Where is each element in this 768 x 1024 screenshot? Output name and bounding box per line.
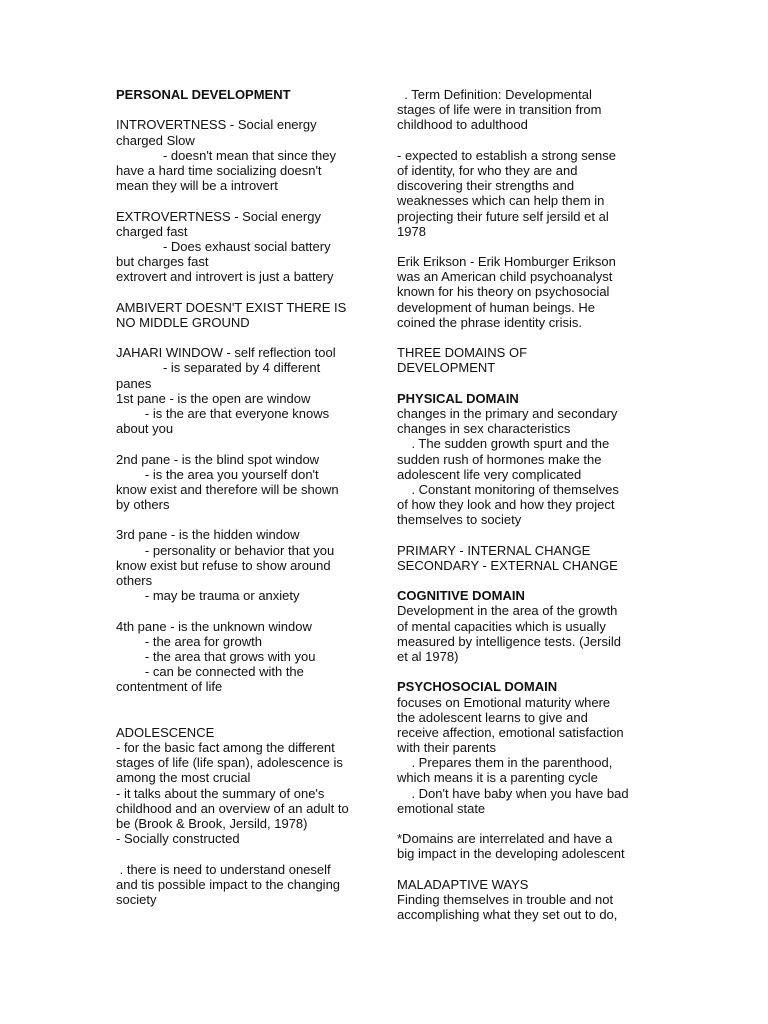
text-line: have a hard time socializing doesn't — [116, 162, 322, 178]
text-line: focuses on Emotional maturity where — [397, 694, 611, 710]
text-line: 2nd pane - is the blind spot window — [116, 451, 320, 467]
text-line: development of human beings. He — [397, 299, 596, 315]
text-line: 1978 — [397, 223, 426, 239]
text-line: . there is need to understand oneself — [116, 861, 331, 877]
section-heading: COGNITIVE DOMAIN — [397, 588, 525, 604]
blank-line — [116, 846, 371, 861]
text-line: contentment of life — [116, 679, 223, 695]
text-line: known for his theory on psychosocial — [397, 284, 610, 300]
blank-line — [116, 284, 371, 299]
text-line: among the most crucial — [116, 770, 251, 786]
text-line: about you — [116, 421, 174, 437]
text-line: MALADAPTIVE WAYS — [397, 876, 529, 892]
text-line: - may be trauma or anxiety — [116, 588, 300, 604]
text-line: society — [116, 891, 157, 907]
text-line: . Constant monitoring of themselves — [397, 481, 619, 497]
text-line: - it talks about the summary of one's — [116, 785, 325, 801]
text-line: childhood and an overview of an adult to — [116, 800, 349, 816]
text-line: Finding themselves in trouble and not — [397, 891, 614, 907]
text-line: panes — [116, 375, 152, 391]
text-line: charged Slow — [116, 132, 195, 148]
text-line: 4th pane - is the unknown window — [116, 618, 312, 634]
text-line: AMBIVERT DOESN'T EXIST THERE IS — [116, 299, 347, 315]
text-line: PRIMARY - INTERNAL CHANGE — [397, 542, 591, 558]
right-column — [397, 87, 647, 922]
blank-line — [397, 376, 647, 391]
text-line: INTROVERTNESS - Social energy — [116, 117, 317, 133]
blank-line — [397, 664, 647, 679]
text-line: others — [116, 573, 153, 588]
text-line: - is the are that everyone knows — [116, 405, 330, 421]
text-line: adolescent life very complicated — [397, 466, 582, 482]
text-line: *Domains are interrelated and have a — [397, 831, 613, 847]
text-line: mean they will be a introvert — [116, 178, 278, 194]
text-line: - Socially constructed — [116, 831, 240, 847]
text-line: sudden rush of hormones make the — [397, 451, 602, 467]
blank-line — [116, 512, 371, 527]
text-line: changes in sex characteristics — [397, 421, 571, 437]
blank-line — [397, 573, 647, 588]
blank-line — [116, 330, 371, 345]
text-line: the adolescent learns to give and — [397, 709, 588, 725]
blank-line — [116, 436, 371, 451]
text-line: - personality or behavior that you — [116, 542, 335, 558]
text-line: . The sudden growth spurt and the — [397, 436, 610, 452]
text-line: of how they look and how they project — [397, 497, 615, 513]
text-line: accomplishing what they set out to do, — [397, 907, 618, 923]
text-line: - the area for growth — [116, 633, 262, 649]
text-line: . Prepares them in the parenthood, — [397, 755, 613, 771]
text-line: big impact in the developing adolescent — [397, 846, 625, 862]
text-line: stages of life (life span), adolescence is — [116, 755, 343, 771]
text-line: weaknesses which can help them in — [397, 193, 605, 209]
text-line: of identity, for who they are and — [397, 162, 578, 178]
text-line: - doesn't mean that since they — [116, 147, 336, 163]
blank-line — [397, 816, 647, 831]
blank-line — [397, 133, 647, 148]
text-line: of mental capacities which is usually — [397, 618, 606, 634]
blank-line — [116, 102, 371, 117]
text-line: and tis possible impact to the changing — [116, 876, 341, 892]
text-line: Erik Erikson - Erik Homburger Erikson — [397, 254, 616, 270]
text-line: be (Brook & Brook, Jersild, 1978) — [116, 816, 308, 831]
text-line: EXTROVERTNESS - Social energy — [116, 208, 321, 224]
text-line: charged fast — [116, 223, 188, 239]
text-line: but charges fast — [116, 254, 209, 270]
text-line: - is separated by 4 different — [116, 360, 321, 376]
text-line: changes in the primary and secondary — [397, 405, 618, 421]
text-line: childhood to adulthood — [397, 117, 528, 133]
left-column — [116, 87, 371, 907]
text-line: stages of life were in transition from — [397, 102, 602, 118]
text-line: et al 1978) — [397, 648, 459, 664]
text-line: themselves to society — [397, 512, 522, 528]
blank-line — [397, 862, 647, 877]
text-line: 3rd pane - is the hidden window — [116, 527, 300, 543]
text-line: NO MIDDLE GROUND — [116, 314, 250, 330]
text-line: - expected to establish a strong sense — [397, 147, 616, 163]
text-line: - for the basic fact among the different — [116, 740, 335, 756]
blank-line — [397, 239, 647, 254]
section-heading: PERSONAL DEVELOPMENT — [116, 87, 291, 102]
text-line: know exist but refuse to show around — [116, 557, 331, 573]
section-heading: PSYCHOSOCIAL DOMAIN — [397, 679, 558, 695]
text-line: JAHARI WINDOW - self reflection tool — [116, 345, 336, 361]
blank-line — [397, 527, 647, 542]
text-line: emotional state — [397, 800, 486, 816]
text-line: coined the phrase identity crisis. — [397, 314, 582, 330]
blank-line — [116, 695, 371, 710]
text-line: measured by intelligence tests. (Jersild — [397, 633, 621, 649]
blank-line — [116, 710, 371, 725]
text-line: receive affection, emotional satisfaction — [397, 724, 624, 740]
text-line: SECONDARY - EXTERNAL CHANGE — [397, 557, 618, 573]
text-line: extrovert and introvert is just a battery — [116, 269, 334, 285]
text-line: THREE DOMAINS OF — [397, 345, 528, 361]
text-line: - is the area you yourself don't — [116, 466, 319, 482]
blank-line — [116, 193, 371, 208]
text-line: . Term Definition: Developmental — [397, 87, 592, 102]
blank-line — [116, 603, 371, 618]
text-line: was an American child psychoanalyst — [397, 269, 613, 285]
text-line: projecting their future self jersild et al — [397, 208, 609, 224]
section-heading: PHYSICAL DOMAIN — [397, 390, 519, 406]
text-line: - Does exhaust social battery — [116, 238, 331, 254]
text-line: know exist and therefore will be shown — [116, 481, 339, 497]
text-line: discovering their strengths and — [397, 178, 575, 194]
text-line: . Don't have baby when you have bad — [397, 785, 629, 801]
text-line: Development in the area of the growth — [397, 603, 618, 619]
text-line: DEVELOPMENT — [397, 360, 496, 376]
text-line: - can be connected with the — [116, 664, 304, 680]
text-line: which means it is a parenting cycle — [397, 770, 598, 786]
text-line: by others — [116, 497, 170, 513]
text-line: - the area that grows with you — [116, 648, 316, 664]
text-line: 1st pane - is the open are window — [116, 390, 311, 406]
text-line: with their parents — [397, 740, 496, 756]
text-line: ADOLESCENCE — [116, 724, 215, 740]
blank-line — [397, 330, 647, 345]
